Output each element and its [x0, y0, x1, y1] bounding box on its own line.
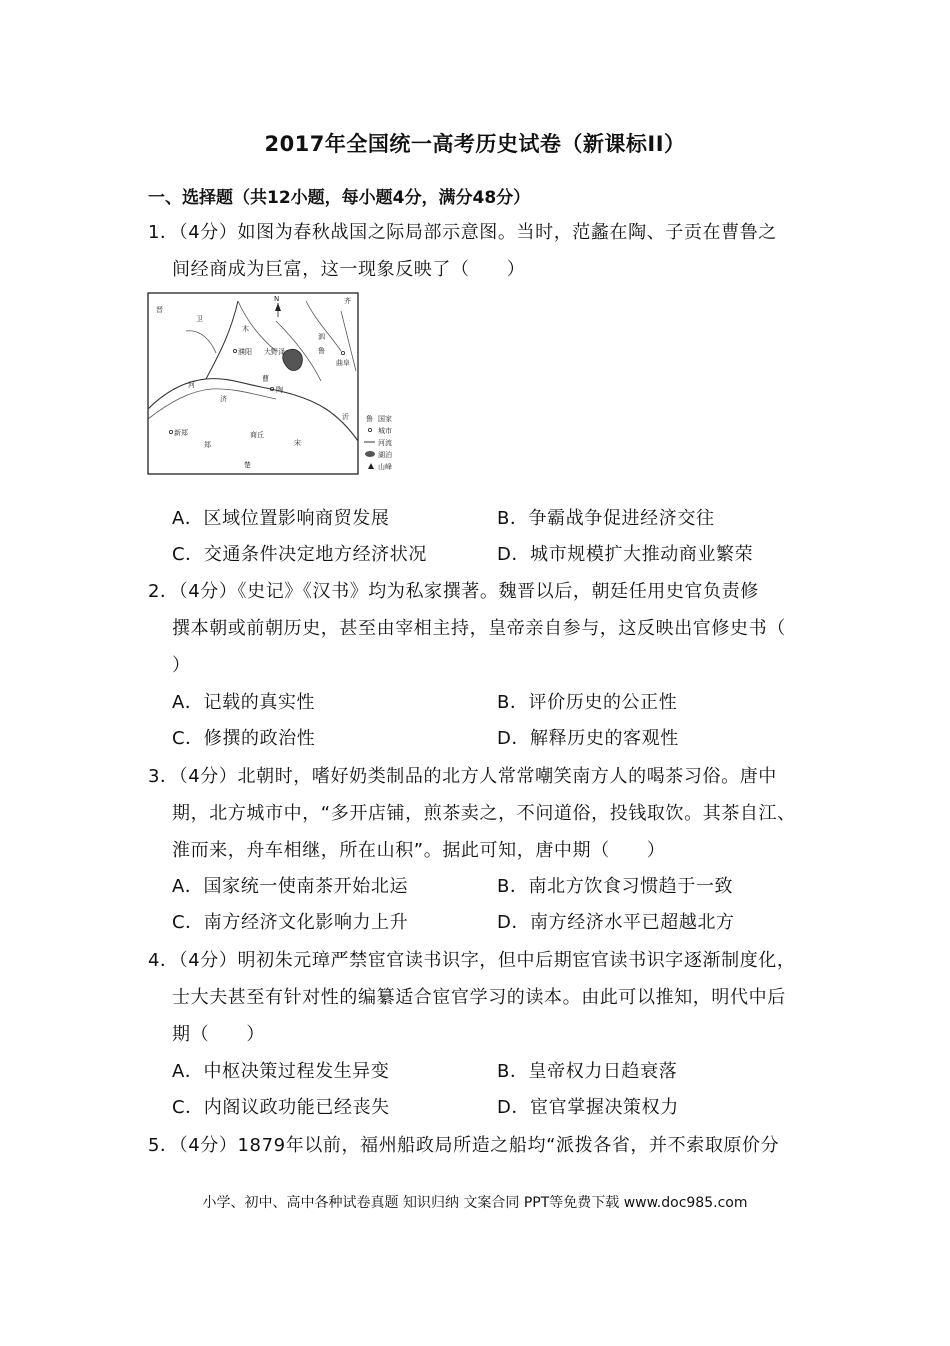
- map-label-wei: 卫: [196, 315, 203, 323]
- map-label-yi: 沂: [342, 413, 349, 421]
- mountain-icon: [368, 463, 374, 469]
- map-label-ji: 济: [220, 395, 227, 403]
- map-label-zheng: 郑: [204, 441, 211, 449]
- map-label-daye: 大野泽: [264, 348, 285, 356]
- q1-option-d[interactable]: D．城市规模扩大推动商业繁荣: [497, 544, 754, 565]
- question-4-line-1: 4．（4分）明初朱元璋严禁宦官读书识字，但中后期宦官读书识字逐渐制度化，: [148, 950, 796, 971]
- question-2-line-2: 撰本朝或前朝历史，甚至由宰相主持，皇帝亲自参与，这反映出官修史书（: [172, 618, 786, 639]
- q4-option-c[interactable]: C．内阁议政功能已经丧失: [172, 1097, 390, 1118]
- q4-option-b[interactable]: B．皇帝权力日趋衰落: [497, 1061, 678, 1082]
- q1-option-c[interactable]: C．交通条件决定地方经济状况: [172, 544, 427, 565]
- q2-option-a[interactable]: A．记载的真实性: [172, 692, 316, 713]
- q2-option-c[interactable]: C．修撰的政治性: [172, 728, 316, 749]
- question-4-line-3: 期（ ）: [172, 1024, 265, 1045]
- map-label-song: 宋: [294, 439, 301, 447]
- map-label-tao: 陶: [276, 386, 283, 394]
- question-3-line-1: 3．（4分）北朝时，嗜好奶类制品的北方人常常嘲笑南方人的喝茶习俗。唐中: [148, 766, 777, 787]
- map-label-he: 河: [188, 381, 195, 389]
- question-2-line-3: ）: [172, 655, 191, 676]
- q3-option-c[interactable]: C．南方经济文化影响力上升: [172, 912, 409, 933]
- q2-option-b[interactable]: B．评价历史的公正性: [497, 692, 678, 713]
- q1-option-a[interactable]: A．区域位置影响商贸发展: [172, 508, 390, 529]
- q2-option-d[interactable]: D．解释历史的客观性: [497, 728, 679, 749]
- legend-river: 河流: [378, 439, 392, 447]
- map-label-chu: 楚: [244, 461, 251, 469]
- map-label-xinzheng: 新郑: [174, 429, 188, 437]
- map-label-shangqiu: 商丘: [250, 431, 264, 439]
- legend-country: 国家: [378, 415, 392, 423]
- q1-option-b[interactable]: B．争霸战争促进经济交往: [497, 508, 715, 529]
- q3-option-b[interactable]: B．南北方饮食习惯趋于一致: [497, 876, 734, 897]
- map-label-jin: 晋: [156, 306, 163, 314]
- q4-option-a[interactable]: A．中枢决策过程发生异变: [172, 1061, 390, 1082]
- legend-lake: 湖泊: [378, 451, 392, 459]
- map-label-mu: 木: [242, 325, 249, 333]
- legend-sample-country: 鲁: [366, 415, 373, 423]
- map-label-puyang: 濮阳: [238, 348, 252, 356]
- q4-option-d[interactable]: D．宦官掌握决策权力: [497, 1097, 679, 1118]
- legend-mountain: 山峰: [378, 463, 392, 471]
- q3-option-d[interactable]: D．南方经济水平已超越北方: [497, 912, 735, 933]
- question-3-line-3: 淮而来，舟车相继，所在山积”。据此可知，唐中期（ ）: [172, 840, 666, 861]
- question-2-line-1: 2．（4分）《史记》《汉书》均为私家撰著。魏晋以后，朝廷任用史官负责修: [148, 581, 759, 602]
- map-label-lu: 鲁: [318, 347, 325, 355]
- question-4-line-2: 士大夫甚至有针对性的编纂适合宦官学习的读本。由此可以推知，明代中后: [172, 987, 786, 1008]
- question-1-line-1: 1．（4分）如图为春秋战国之际局部示意图。当时，范蠡在陶、子贡在曹鲁之: [148, 222, 777, 243]
- page-title: 2017年全国统一高考历史试卷（新课标II）: [264, 132, 686, 156]
- map-figure: [146, 291, 410, 477]
- map-label-cao: 曹: [262, 375, 269, 383]
- legend-city: 城市: [378, 427, 392, 435]
- page-footer: 小学、初中、高中各种试卷真题 知识归纳 文案合同 PPT等免费下载 www.doc985.com: [202, 1195, 748, 1211]
- map-label-north: N: [274, 295, 280, 303]
- q3-option-a[interactable]: A．国家统一使南茶开始北运: [172, 876, 409, 897]
- map-label-qi: 齐: [344, 297, 351, 305]
- section-heading: 一、选择题（共12小题，每小题4分，满分48分）: [148, 188, 531, 208]
- question-1-line-2: 间经商成为巨富，这一现象反映了（ ）: [172, 259, 526, 280]
- map-label-si: 泗: [318, 333, 325, 341]
- map-label-qufu: 曲阜: [336, 359, 350, 367]
- question-3-line-2: 期，北方城市中，“多开店铺，煎茶卖之，不问道俗，投钱取饮。其茶自江、: [172, 803, 796, 824]
- question-5-line-1: 5．（4分）1879年以前，福州船政局所造之船均“派拨各省，并不索取原价分: [148, 1135, 780, 1156]
